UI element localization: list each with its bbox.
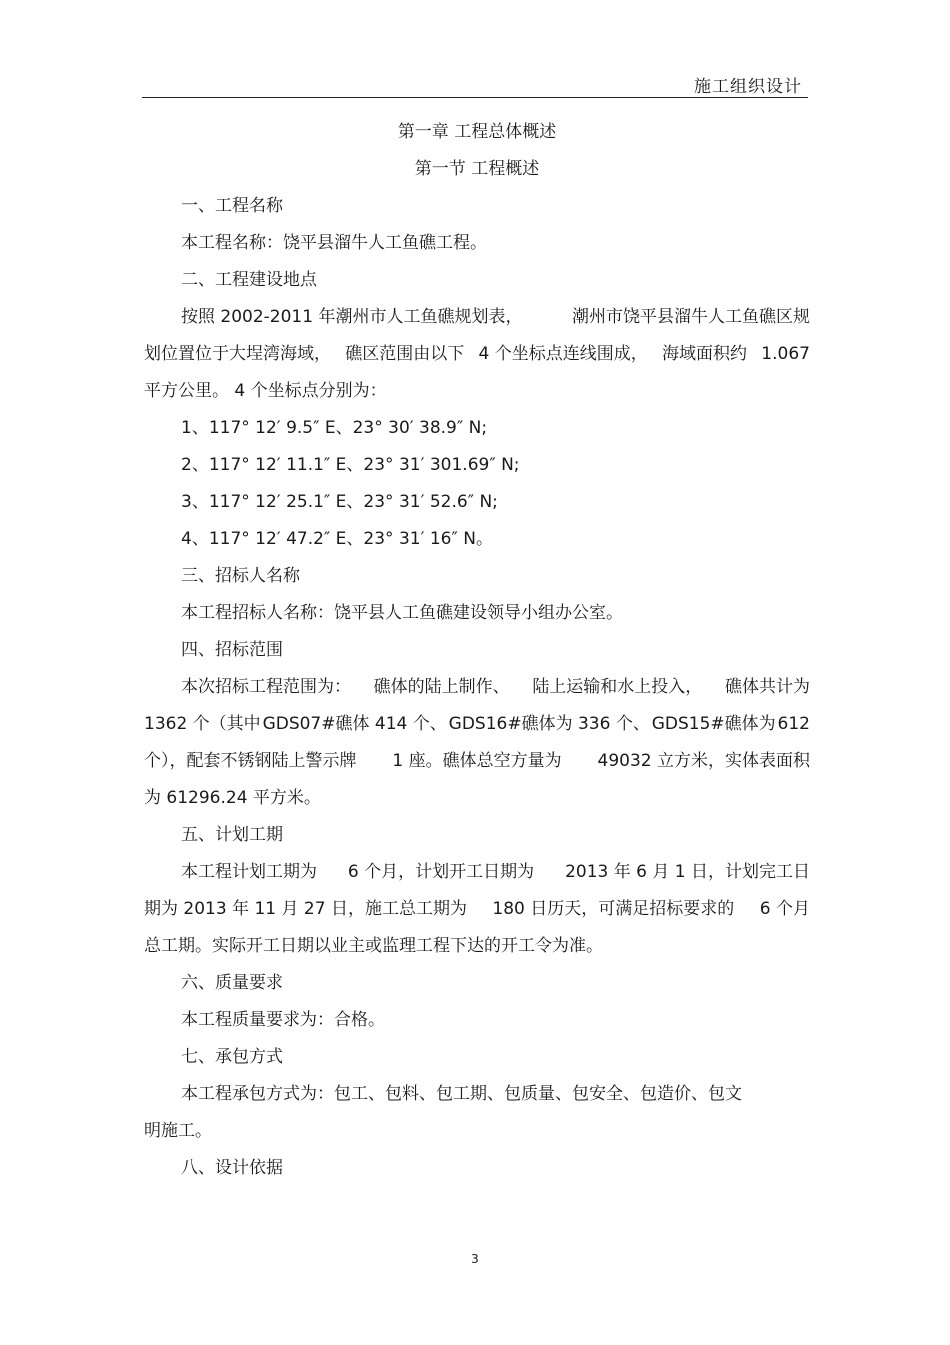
text-run: 6 个月 bbox=[759, 899, 810, 919]
text-run: 个），配套不锈钢陆上警示牌 bbox=[144, 751, 357, 771]
text-run: 本次招标工程范围为： bbox=[181, 677, 351, 697]
chapter-title: 第一章 工程总体概述 bbox=[397, 122, 557, 142]
text-run: 划位置位于大埕湾海域， bbox=[144, 344, 331, 364]
text-run: 1.067 bbox=[761, 344, 810, 364]
coordinate-item: 4、117° 12′ 47.2″ E、23° 31′ 16″ N。 bbox=[181, 529, 493, 549]
scope-line-1 bbox=[144, 669, 810, 706]
text-run: 本工程计划工期为 bbox=[181, 862, 317, 882]
contract-mode-line-1: 本工程承包方式为：包工、包料、包工期、包质量、包安全、包造价、包文 bbox=[181, 1084, 742, 1104]
text-run: 2013 年 6 月 1 日，计划完工日 bbox=[565, 862, 810, 882]
heading-quality: 六、质量要求 bbox=[181, 973, 283, 993]
text-run: 潮州市饶平县溜牛人工鱼礁区规 bbox=[572, 307, 810, 327]
heading-tenderer: 三、招标人名称 bbox=[181, 566, 300, 586]
text-run: 1 座。礁体总空方量为 bbox=[392, 751, 562, 771]
text-run: 6 个月，计划开工日期为 bbox=[347, 862, 535, 882]
schedule-line-2 bbox=[144, 891, 810, 928]
tenderer-text: 本工程招标人名称：饶平县人工鱼礁建设领导小组办公室。 bbox=[181, 603, 623, 623]
coordinate-item: 1、117° 12′ 9.5″ E、23° 30′ 38.9″ N; bbox=[181, 418, 488, 438]
text-run: 1362 个（其中 bbox=[144, 714, 261, 734]
heading-scope: 四、招标范围 bbox=[181, 640, 283, 660]
text-run: 陆上运输和水上投入， bbox=[532, 677, 703, 697]
schedule-line-3: 总工期。实际开工日期以业主或监理工程下达的开工令为准。 bbox=[144, 936, 603, 956]
document-body bbox=[144, 114, 810, 1187]
scope-line-2 bbox=[144, 706, 810, 743]
text-run: 180 日历天，可满足招标要求的 bbox=[492, 899, 735, 919]
text-run: GDS15#礁体为 bbox=[651, 714, 776, 734]
scope-line-3 bbox=[144, 743, 810, 780]
quality-text: 本工程质量要求为：合格。 bbox=[181, 1010, 385, 1030]
heading-schedule: 五、计划工期 bbox=[181, 825, 283, 845]
header-rule bbox=[142, 97, 808, 98]
heading-design-basis: 八、设计依据 bbox=[181, 1158, 283, 1178]
text-run: GDS16#礁体为 336 个、 bbox=[448, 714, 650, 734]
text-run: 礁体的陆上制作、 bbox=[373, 677, 510, 697]
text-run: 612 bbox=[777, 714, 810, 734]
text-run: 按照 2002-2011 年潮州市人工鱼礁规划表， bbox=[181, 307, 523, 327]
text-run: 礁体共计为 bbox=[724, 677, 810, 697]
text-run: GDS07#礁体 414 个、 bbox=[262, 714, 447, 734]
text-run: 4 个坐标点连线围成， bbox=[478, 344, 648, 364]
text-run: 海域面积约 bbox=[662, 344, 748, 364]
running-header: 施工组织设计 bbox=[694, 77, 802, 97]
text-run: 礁区范围由以下 bbox=[345, 344, 465, 364]
location-line-2 bbox=[144, 336, 810, 373]
location-line-3: 平方公里。 4 个坐标点分别为： bbox=[144, 381, 387, 401]
project-name-text: 本工程名称：饶平县溜牛人工鱼礁工程。 bbox=[181, 233, 487, 253]
contract-mode-line-2: 明施工。 bbox=[144, 1121, 212, 1141]
schedule-line-1 bbox=[144, 854, 810, 891]
heading-location: 二、工程建设地点 bbox=[181, 270, 317, 290]
section-title: 第一节 工程概述 bbox=[414, 159, 540, 179]
heading-project-name: 一、工程名称 bbox=[181, 196, 283, 216]
scope-line-4: 为 61296.24 平方米。 bbox=[144, 788, 321, 808]
text-run: 期为 2013 年 11 月 27 日，施工总工期为 bbox=[144, 899, 467, 919]
page-number: 3 bbox=[471, 1252, 479, 1266]
location-line-1 bbox=[144, 299, 810, 336]
text-run: 49032 立方米，实体表面积 bbox=[597, 751, 810, 771]
coordinate-item: 3、117° 12′ 25.1″ E、23° 31′ 52.6″ N; bbox=[181, 492, 498, 512]
coordinate-item: 2、117° 12′ 11.1″ E、23° 31′ 301.69″ N; bbox=[181, 455, 520, 475]
heading-contract-mode: 七、承包方式 bbox=[181, 1047, 283, 1067]
